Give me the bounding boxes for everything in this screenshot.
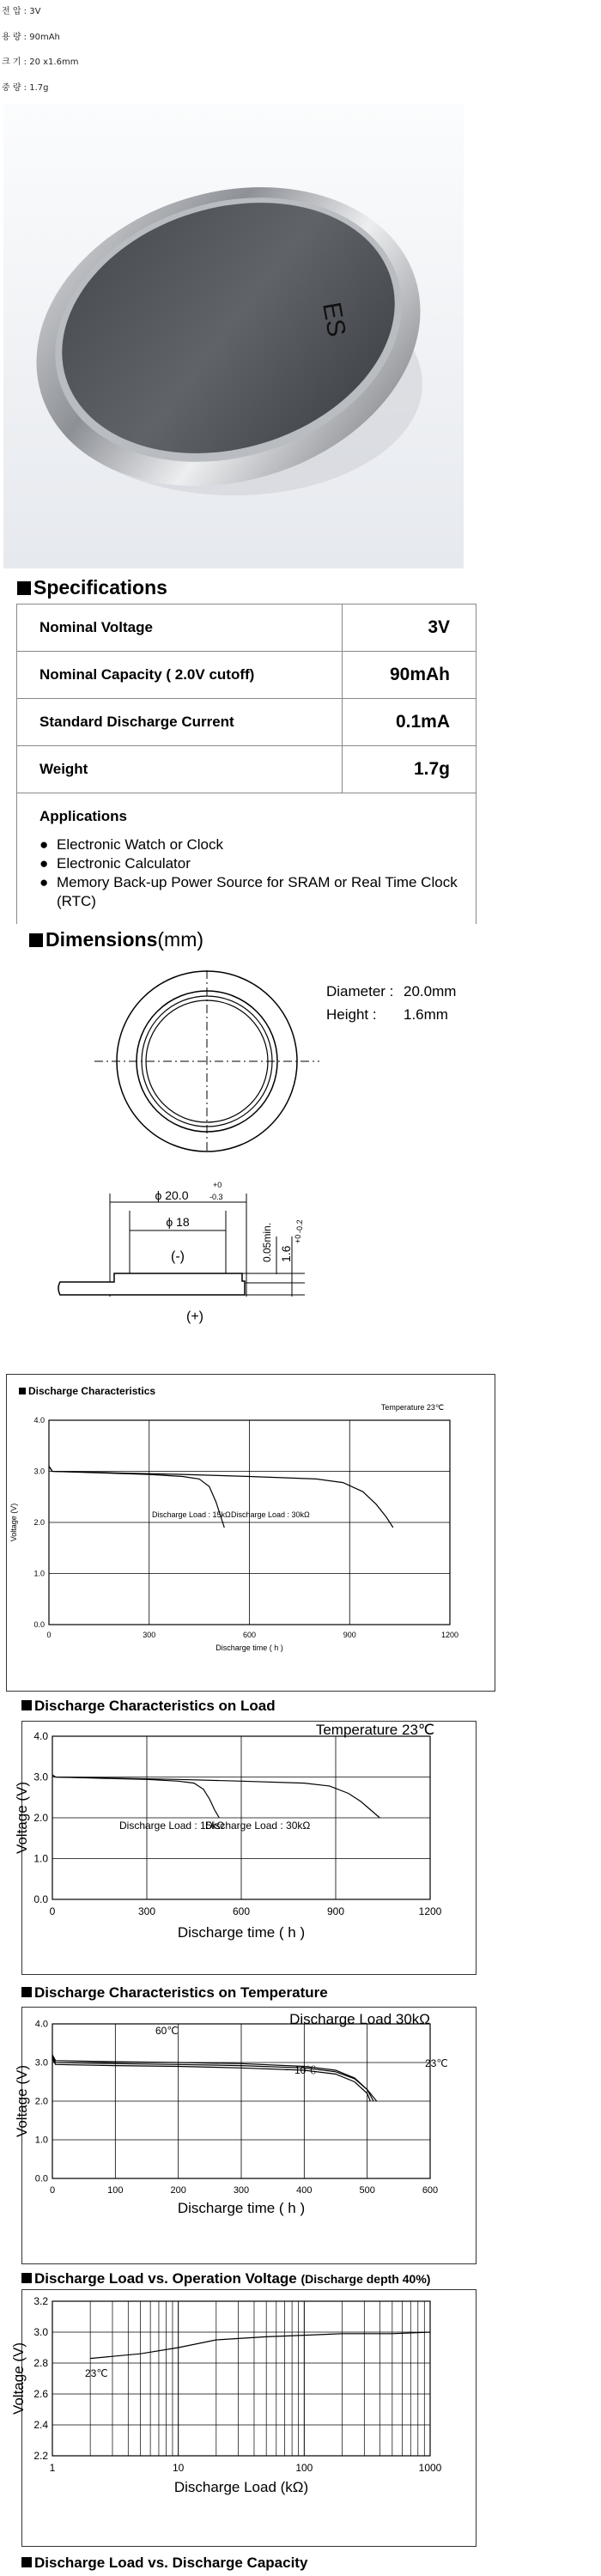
x-tick-label: 600 — [232, 1905, 251, 1917]
y-axis-label: Voltage (V) — [14, 2064, 30, 2138]
series-label: －10℃ — [284, 2064, 317, 2076]
series-label: Discharge Load : 15kΩ — [119, 1820, 225, 1832]
x-tick-label: 600 — [242, 1631, 257, 1639]
chart-annotation: Discharge Load 30kΩ — [289, 2011, 430, 2027]
chart5-heading — [21, 2555, 307, 2572]
x-tick-label: 900 — [343, 1631, 356, 1639]
application-text: Electronic Calculator — [57, 855, 191, 872]
x-tick-label: 100 — [295, 2462, 313, 2474]
chart3-plot — [14, 2011, 448, 2216]
y-tick-label: 1.0 — [33, 1569, 45, 1578]
chart4-heading — [21, 2270, 430, 2287]
dimensions-heading — [29, 928, 203, 951]
series-label: 23℃ — [425, 2057, 448, 2069]
x-axis-label: Discharge time ( h ) — [177, 1924, 306, 1941]
applications-heading: Applications — [39, 808, 128, 824]
x-tick-label: 300 — [233, 2185, 250, 2196]
top-view — [94, 970, 319, 1152]
spec-row — [17, 605, 477, 652]
series-line-0 — [52, 1775, 219, 1818]
chart-annotation: Temperature 23℃ — [315, 1722, 434, 1738]
y-axis-label: Voltage (V) — [9, 1503, 18, 1542]
square-bullet-icon — [21, 2273, 32, 2283]
side-view — [58, 1181, 305, 1324]
dim-inner-diameter: ϕ 18 — [166, 1215, 190, 1229]
spec-line-weight: 중 량 : 1.7g — [2, 83, 49, 93]
bullet-icon: ● — [39, 874, 49, 890]
x-tick-label: 900 — [326, 1905, 345, 1917]
spec-row — [17, 699, 477, 746]
chart4-plot — [10, 2295, 442, 2495]
chart3-svg — [14, 2007, 477, 2264]
y-tick-label: 3.0 — [34, 2057, 48, 2069]
bullet-icon: ● — [39, 836, 49, 853]
application-item — [39, 854, 476, 873]
square-bullet-icon — [21, 1700, 32, 1710]
diameter-label: Diameter : — [326, 983, 394, 999]
series-label: 60℃ — [155, 2025, 179, 2037]
y-tick-label: 0.0 — [33, 1620, 45, 1629]
y-tick-label: 2.8 — [33, 2357, 48, 2369]
dim-outer-diameter: ϕ 20.0 — [155, 1188, 189, 1202]
chart4-title: Discharge Load vs. Operation Voltage — [34, 2270, 297, 2287]
chart3-title: Discharge Characteristics on Temperature — [34, 1984, 328, 2001]
dim-outer-tol-plus: +0 — [213, 1181, 222, 1189]
spec-line-size: 크 기 : 20 x1.6mm — [2, 58, 79, 67]
square-bullet-icon — [21, 1987, 32, 1997]
y-tick-label: 3.0 — [33, 1467, 45, 1476]
applications-box — [16, 791, 477, 924]
chart-annotation: Temperature 23℃ — [380, 1403, 444, 1412]
chart5-title: Discharge Load vs. Discharge Capacity — [34, 2555, 308, 2571]
spec-value: 90mAh — [343, 652, 477, 699]
y-axis-label: Voltage (V) — [10, 2342, 27, 2415]
y-tick-label: 3.2 — [33, 2295, 48, 2307]
pos-terminal-label: (+) — [186, 1309, 203, 1324]
x-tick-label: 300 — [137, 1905, 156, 1917]
y-axis-label: Voltage (V) — [14, 1781, 30, 1855]
dim-height-tol-plus: +0 — [294, 1234, 302, 1243]
spec-row — [17, 652, 477, 699]
y-tick-label: 2.2 — [33, 2450, 48, 2462]
dim-outer-tol-minus: -0.3 — [209, 1193, 223, 1201]
application-text: Electronic Watch or Clock — [57, 836, 223, 853]
chart3-heading — [21, 1984, 328, 2002]
specifications-table — [16, 604, 477, 793]
spec-label: Weight — [17, 746, 343, 793]
chart2-svg — [14, 1721, 477, 1975]
x-tick-label: 500 — [359, 2185, 375, 2196]
y-tick-label: 0.0 — [34, 2173, 48, 2184]
spec-line-capacity: 용 량 : 90mAh — [2, 33, 60, 42]
x-tick-label: 400 — [296, 2185, 313, 2196]
y-tick-label: 1.0 — [34, 2135, 48, 2146]
x-tick-label: 1200 — [440, 1631, 459, 1639]
dim-height-tol-minus: -0.2 — [295, 1219, 304, 1233]
application-item — [39, 873, 476, 911]
chart2-heading — [21, 1698, 276, 1715]
x-tick-label: 0 — [49, 2185, 56, 2196]
x-axis-label: Discharge Load (kΩ) — [173, 2479, 309, 2495]
spec-label: Standard Discharge Current — [17, 699, 343, 746]
spec-value: 0.1mA — [343, 699, 477, 746]
series-line-0 — [52, 2055, 373, 2101]
y-tick-label: 2.0 — [34, 2096, 48, 2107]
spec-value: 3V — [343, 605, 477, 652]
x-tick-label: 0 — [49, 1905, 56, 1917]
dim-min-gap: 0.05min. — [261, 1222, 273, 1262]
photo-marking: ES — [317, 300, 351, 339]
y-tick-label: 0.0 — [33, 1893, 48, 1905]
chart1-heading — [19, 1385, 155, 1397]
square-bullet-icon — [19, 1388, 26, 1394]
x-tick-label: 600 — [422, 2185, 439, 2196]
y-tick-label: 3.0 — [33, 2326, 48, 2338]
spec-line-voltage: 전 압 : 3V — [2, 7, 41, 16]
square-bullet-icon — [21, 2557, 32, 2567]
y-tick-label: 2.0 — [33, 1812, 48, 1824]
application-item — [39, 835, 476, 854]
x-tick-label: 100 — [107, 2185, 124, 2196]
x-tick-label: 10 — [172, 2462, 185, 2474]
y-tick-label: 2.4 — [33, 2419, 48, 2431]
series-line-0 — [90, 2332, 430, 2359]
height-value: 1.6mm — [404, 1006, 448, 1023]
specifications-title: Specifications — [33, 576, 167, 598]
application-text: Memory Back-up Power Source for SRAM or Real Time Clock (RTC) — [57, 874, 458, 909]
y-tick-label: 2.0 — [33, 1518, 45, 1527]
height-label: Height : — [326, 1006, 377, 1023]
chart1-svg — [6, 1400, 495, 1692]
battery-photo — [3, 105, 464, 568]
x-axis-label: Discharge time ( h ) — [177, 2200, 306, 2216]
series-label: 23℃ — [85, 2367, 108, 2379]
x-tick-label: 1200 — [418, 1905, 442, 1917]
series-label: Discharge Load : 15kΩ — [152, 1510, 231, 1519]
y-tick-label: 3.0 — [33, 1771, 48, 1783]
applications-list — [39, 835, 476, 911]
spec-label: Nominal Capacity ( 2.0V cutoff) — [17, 652, 343, 699]
x-tick-label: 200 — [170, 2185, 186, 2196]
x-tick-label: 1 — [49, 2462, 56, 2474]
chart1-title: Discharge Characteristics — [28, 1385, 156, 1397]
y-tick-label: 4.0 — [33, 1416, 45, 1425]
y-tick-label: 4.0 — [34, 2019, 48, 2030]
x-axis-label: Discharge time ( h ) — [216, 1643, 283, 1652]
x-tick-label: 300 — [143, 1631, 156, 1639]
plot-border — [52, 2301, 430, 2456]
spec-label: Nominal Voltage — [17, 605, 343, 652]
neg-terminal-label: (-) — [171, 1249, 185, 1264]
diameter-value: 20.0mm — [404, 983, 457, 999]
y-tick-label: 4.0 — [33, 1730, 48, 1742]
y-tick-label: 1.0 — [33, 1852, 48, 1865]
chart2-title: Discharge Characteristics on Load — [34, 1698, 276, 1714]
dimensions-drawing — [0, 953, 601, 1374]
chart4-svg — [10, 2289, 477, 2547]
specifications-heading — [17, 576, 167, 599]
spec-row — [17, 746, 477, 793]
spec-value: 1.7g — [343, 746, 477, 793]
y-tick-label: 2.6 — [33, 2388, 48, 2400]
dim-height: 1.6 — [279, 1245, 293, 1262]
dimensions-unit: (mm) — [157, 928, 204, 951]
dimensions-title: Dimensions — [46, 928, 158, 951]
chart1-plot — [9, 1403, 458, 1652]
x-tick-label: 0 — [46, 1631, 52, 1639]
square-bullet-icon — [17, 581, 31, 595]
bullet-icon: ● — [39, 855, 49, 872]
series-label: Discharge Load : 30kΩ — [205, 1820, 311, 1832]
square-bullet-icon — [29, 933, 43, 947]
chart4-subtitle: (Discharge depth 40%) — [300, 2272, 431, 2286]
x-tick-label: 1000 — [418, 2462, 442, 2474]
chart2-plot — [14, 1722, 442, 1941]
series-label: Discharge Load : 30kΩ — [231, 1510, 310, 1519]
